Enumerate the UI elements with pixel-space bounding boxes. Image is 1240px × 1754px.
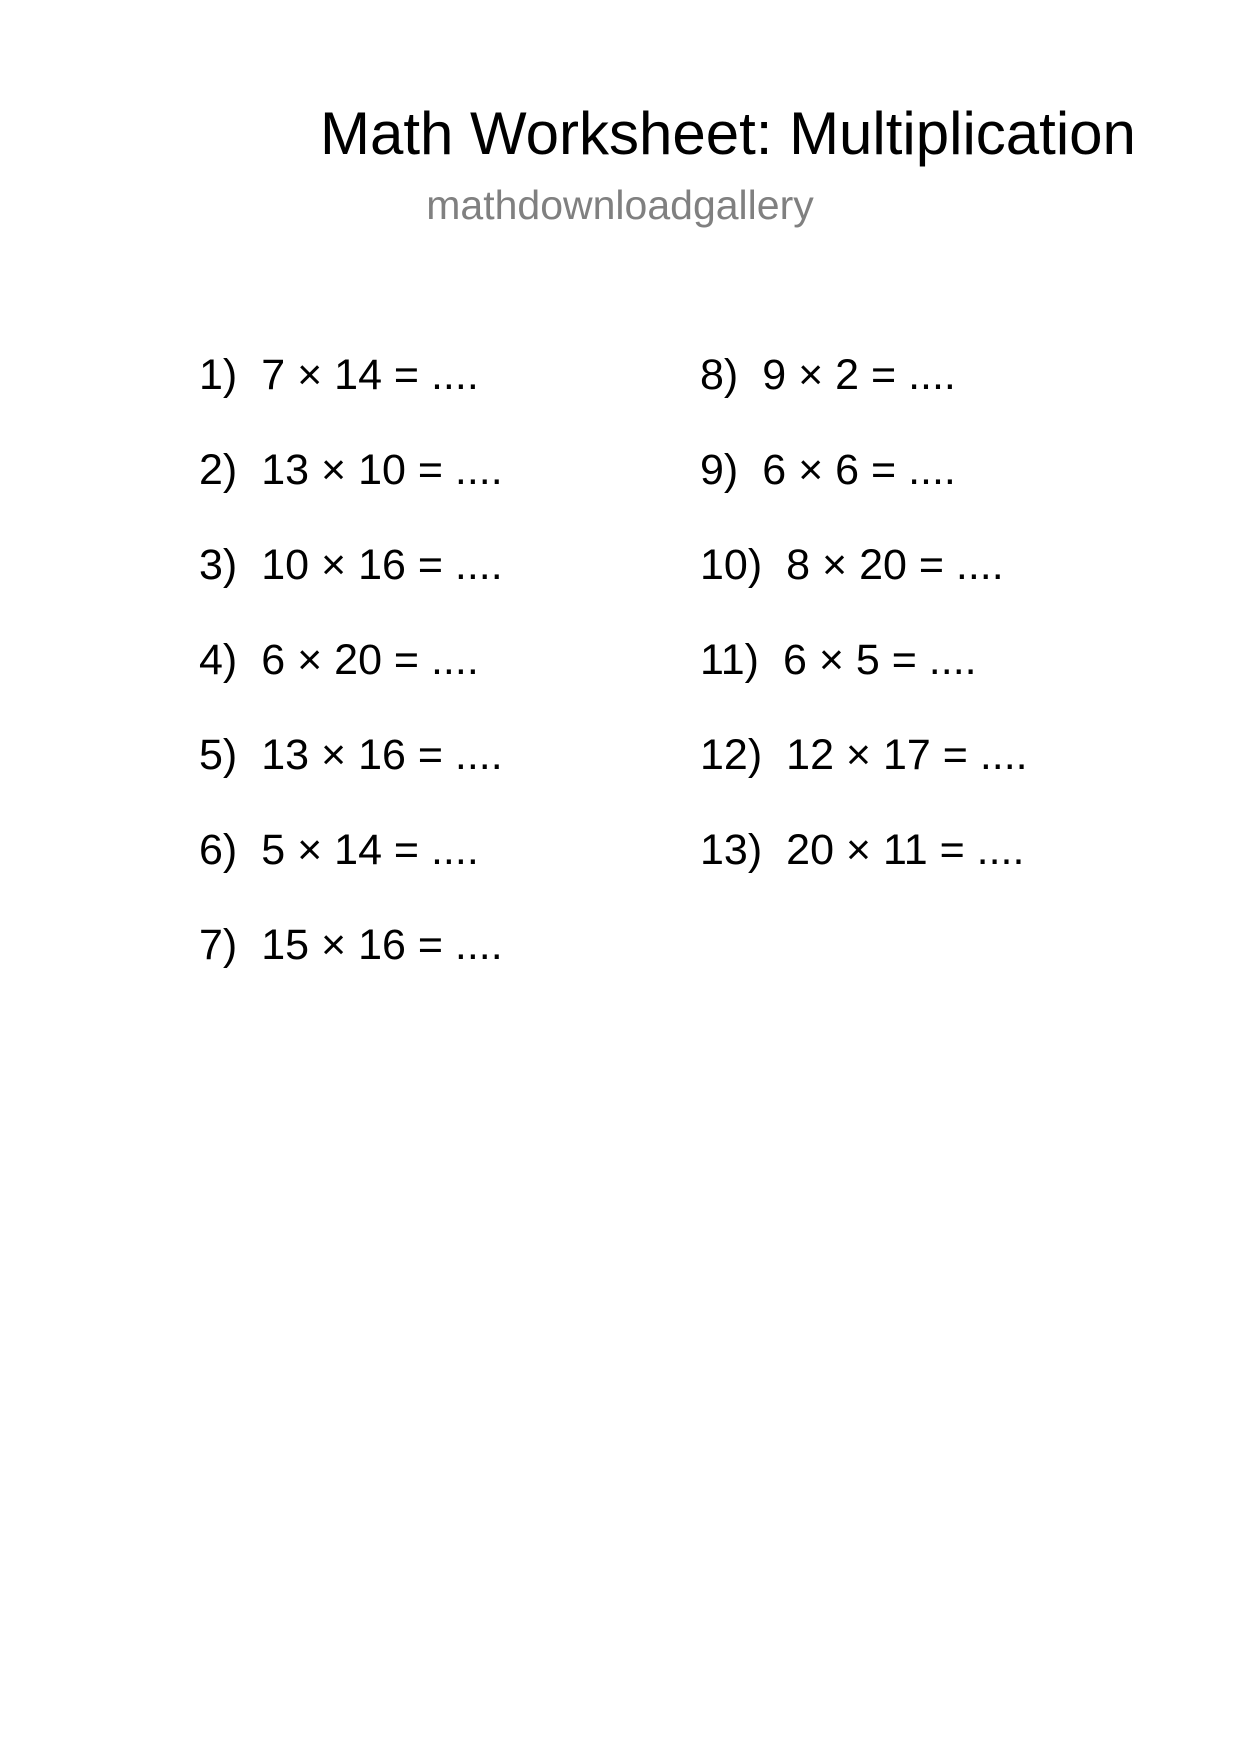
problem-item bbox=[700, 345, 1028, 440]
problem-column-right bbox=[700, 345, 1028, 915]
problem-expression: 8 × 20 = .... bbox=[786, 541, 1004, 589]
problem-column-left bbox=[199, 345, 503, 1010]
problem-item bbox=[199, 440, 503, 535]
problem-item bbox=[700, 820, 1028, 915]
problem-expression: 15 × 16 = .... bbox=[261, 921, 503, 969]
problem-number: 9) bbox=[700, 446, 739, 494]
problem-item bbox=[700, 725, 1028, 820]
problem-item bbox=[199, 725, 503, 820]
problem-item bbox=[199, 820, 503, 915]
problem-number: 11) bbox=[700, 636, 759, 684]
problem-item bbox=[199, 345, 503, 440]
problem-item bbox=[700, 630, 1028, 725]
problem-item bbox=[700, 535, 1028, 630]
problem-number: 6) bbox=[199, 826, 238, 874]
problem-expression: 13 × 16 = .... bbox=[261, 731, 503, 779]
problem-expression: 10 × 16 = .... bbox=[261, 541, 503, 589]
problem-expression: 5 × 14 = .... bbox=[261, 826, 479, 874]
problem-item bbox=[199, 630, 503, 725]
problem-item bbox=[199, 535, 503, 630]
problem-number: 1) bbox=[199, 351, 238, 399]
problem-item bbox=[700, 440, 1028, 535]
problem-expression: 6 × 6 = .... bbox=[762, 446, 956, 494]
problem-expression: 7 × 14 = .... bbox=[261, 351, 479, 399]
worksheet-title: Math Worksheet: Multiplication bbox=[320, 100, 1136, 167]
problem-number: 10) bbox=[700, 541, 763, 589]
problem-number: 3) bbox=[199, 541, 238, 589]
problem-expression: 6 × 5 = .... bbox=[782, 636, 977, 684]
problem-number: 7) bbox=[199, 921, 238, 969]
problem-number: 4) bbox=[199, 636, 238, 684]
problem-number: 13) bbox=[700, 826, 763, 874]
problem-expression: 12 × 17 = .... bbox=[786, 731, 1028, 779]
problem-number: 12) bbox=[700, 731, 763, 779]
worksheet-subtitle: mathdownloadgallery bbox=[426, 182, 814, 228]
problem-number: 8) bbox=[700, 351, 739, 399]
problem-number: 2) bbox=[199, 446, 238, 494]
problem-number: 5) bbox=[199, 731, 238, 779]
problem-expression: 20 × 11 = .... bbox=[786, 826, 1025, 874]
problem-item bbox=[199, 915, 503, 1010]
problem-expression: 6 × 20 = .... bbox=[261, 636, 479, 684]
problem-expression: 9 × 2 = .... bbox=[762, 351, 956, 399]
problem-expression: 13 × 10 = .... bbox=[261, 446, 503, 494]
